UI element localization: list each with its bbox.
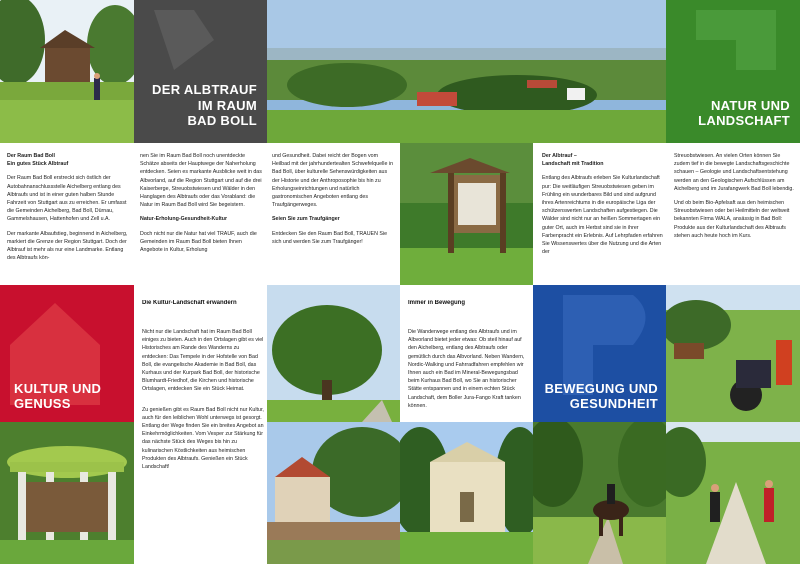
text-kultur-1: [142, 300, 264, 560]
kultur-title-line2: GENUSS: [14, 396, 71, 412]
natur-heading-2: Landschaft mit Tradition: [542, 161, 604, 168]
bewegung-title-line2: GESUNDHEIT: [569, 396, 658, 412]
natur-body-2: Streuobstwiesen. An vielen Orten können Sie zudem tief in die bewegte Landschaftsgeschichte schauen – Geologie und Landschaftsentstehung werden an den Geologischen Aufschlüssen am Aichelberg und im Jurafangwerk Bad Boll lebendig.: [674, 153, 794, 192]
photo-tree-art: [267, 285, 400, 422]
panel-natur-title: [666, 0, 800, 143]
bewegung-body: Die Wanderwege entlang des Albtraufs und im Albvorland bietet jeder etwas: Ob steil hinauf auf den Aichelberg, entlang des Albtraufs oder gemütlich durch das Albvorland. Neben Wandern, Nordic-Walking und Fahrradfahren empfehlen wir Ihnen auch ein Bad im Mineral-Bewegungsbad beim Kurhaus Bad Boll, wo Sie an historischer Stätte entspannen und in einem echten Stück Landschaft, dem Boller Jura-Fango Kraft tanken können.: [408, 329, 525, 409]
photo-hut-meadow: [0, 0, 134, 143]
panel-kultur-title: [0, 285, 134, 422]
text-col-natur-1: [542, 152, 664, 282]
col2-body-1: nen Sie im Raum Bad Boll noch unentdeckte Schätze abseits der Hauptwege der Naherholung entdecken. Seien es markante Ausblicke weit in das Albvorland, auf die Region Stuttgart und auf die drei Kaiserberge, Streuobstwiesen und Wälder in den Hanglagen des Albtraufs oder das Vorabland: die Natur im Raum Bad Boll wird Sie begeistern.: [140, 153, 262, 209]
photo-pavilion: [0, 422, 134, 564]
photo-hut-meadow-art: [0, 0, 134, 143]
photo-info-board: [400, 143, 533, 285]
photo-info-board-art: [400, 143, 533, 285]
photo-panorama: [267, 0, 666, 143]
photo-walkers: [666, 422, 800, 564]
natur-body-3: Und ob beim Bio-Apfelsaft aus den heimischen Streuobstwiesen oder bei Heilmitteln der weltweit bekannten Firma WALA, ansässig in Bad Boll: Produkte aus der Kulturlandschaft des Albtraufs stehen auch heute hoch im Kurs.: [674, 200, 790, 239]
kultur-title-line1: KULTUR UND: [14, 380, 102, 396]
photo-cows-stroller-art: [666, 285, 800, 422]
panel-albtrauf-title: [134, 0, 267, 143]
text-col-natur-2: [674, 152, 796, 282]
col3-body-2: Entdecken Sie den Raum Bad Boll, TRAUEN Sie sich und werden Sie zum Traufgänger!: [272, 230, 388, 245]
photo-cows-stroller: [666, 285, 800, 422]
photo-tree: [267, 285, 400, 422]
photo-palace-art: [400, 422, 533, 564]
natur-heading-1: Der Albtrauf –: [542, 153, 577, 159]
col1-heading-1: Der Raum Bad Boll: [7, 153, 55, 159]
text-col-3: [272, 152, 396, 282]
kultur-heading: Die Kultur-Landschaft erwandern: [142, 300, 237, 306]
bewegung-heading: Immer in Bewegung: [408, 300, 466, 306]
photo-panorama-art: [267, 0, 666, 143]
col3-body-1: und Gesundheit. Dabei reicht der Bogen vom Heilbad mit der jahrhundertealten Schwefelquelle in Bad Boll, über kulturelle Sehenswürdigkeiten aus der Historie und der Anthroposophie bis hin zu Erholungseinrichtungen und natürlich gastronomischen Angeboten entlang des Traufgängerweges.: [272, 153, 394, 209]
photo-walkers-art: [666, 422, 800, 564]
photo-pavilion-art: [0, 422, 134, 564]
bewegung-title-line1: BEWEGUNG UND: [544, 380, 658, 396]
photo-castle-art: [267, 422, 400, 564]
col3-heading: Seien Sie zum Traufgänger: [272, 216, 340, 223]
text-col-2: [140, 152, 264, 282]
col2-heading: Natur-Erholung-Gesundheit-Kultur: [140, 216, 228, 223]
natur-title-line1: NATUR UND: [710, 97, 790, 113]
kultur-body-2: Zu genießen gibt es Raum Bad Boll nicht nur Kultur, auch für den leiblichen Wohl unterwegs ist gesorgt. Entlang der Wege finden Sie ein breites Angebot an Einkehrmöglichkeiten. Vom Vesper zur Stärkung für das nächste Stück des Weges bis hin zu kulinarischen Köstlichkeiten aus heimischen Produkten des Albtraufs. Genießen ein Stück Landschaft!: [142, 406, 264, 471]
photo-horse-rider: [533, 422, 666, 564]
col1-body-2: Der markante Albaufstieg, beginnend in Aichelberg, markiert die Grenze der Region Stuttgart. Doch der Albtrauf ist mehr als nur eine Landmarke. Entlang des Albtraufs kön-: [7, 230, 128, 262]
panel-bewegung-title: [533, 285, 666, 422]
natur-title-line2: LANDSCHAFT: [698, 113, 790, 129]
photo-castle: [267, 422, 400, 564]
col2-body-2: Doch nicht nur die Natur hat viel TRAUF, auch die Gemeinden im Raum Bad Boll bieten Ihnen Angebote in Kultur, Erholung: [140, 230, 257, 254]
albtrauf-title-line2: IM RAUM: [197, 97, 257, 113]
albtrauf-title-line3: BAD BOLL: [187, 113, 257, 129]
col1-body-1: Der Raum Bad Boll erstreckt sich östlich der Autobahnanschlussstelle Aichelberg entlang des Albtraufs und ist in einer guten halben Stunde Fahrzeit von Stuttgart aus zu erreichen. Er umfasst die Gemeinden Aichelberg, Bad Boll, Dürnau, Gammelshausen, Hattenhofen und Zell u.A.: [7, 175, 127, 223]
photo-palace: [400, 422, 533, 564]
text-col-1: [7, 152, 129, 282]
albtrauf-title-line1: DER ALBTRAUF: [152, 82, 257, 98]
natur-body-1: Entlang des Albtraufs erleben Sie Kulturlandschaft pur: Die weitläufigen Streuobstwiesen geben im Frühling ein wunderbares Bild und sind aufgrund ihres Artenreichtums in die europäische Liga der schützenswerten Landschaften aufgestiegen. Die Wälder sind nicht nur an heißen Sommertagen ein guter Ort, auch im Herbst sind sie in ihrer Farbenpracht ein Erlebnis. Auf Lehrpfaden erfahren Sie Wissenswertes über die Nutzung und die Arten der: [542, 175, 663, 256]
kultur-body-1: Nicht nur die Landschaft hat im Raum Bad Boll einiges zu bieten. Auch in den Ortslagen gibt es viel Historisches am Rande des Wanderns zu entdecken: Das Tempele in der Hofstelle von Bad Boll, die evangelische Akademie in Bad Boll, das Kurhaus und der Kurpark Bad Boll, der historische Blumhardt-Friedhof, die Kirchen und historische Ortslagen, entdecken Sie ein Stück Heimat.: [142, 329, 264, 393]
col1-heading-2: Ein gutes Stück Albtrauf: [7, 161, 69, 168]
photo-horse-rider-art: [533, 422, 666, 564]
